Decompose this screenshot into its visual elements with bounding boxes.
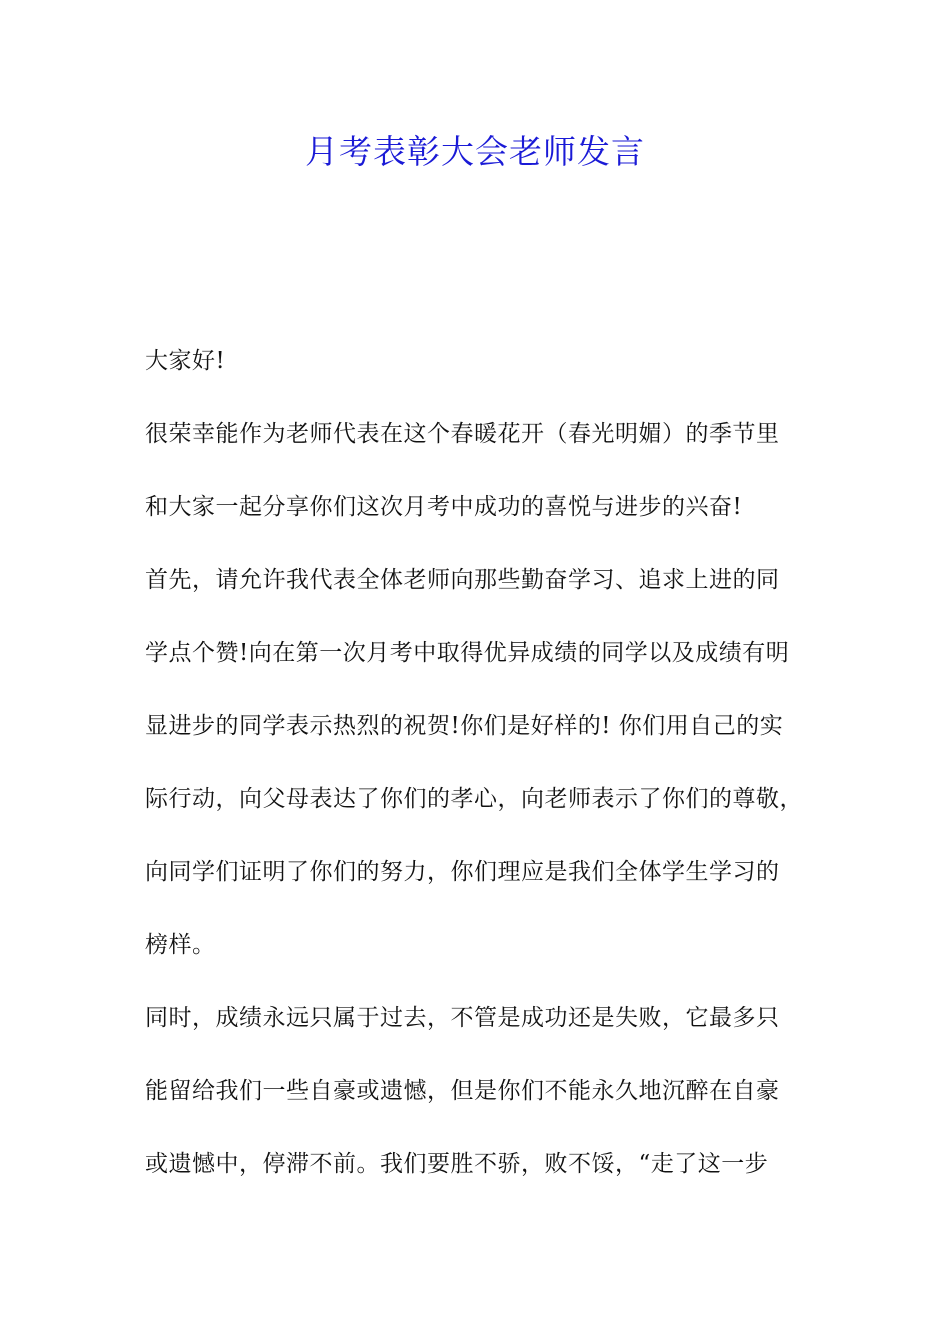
paragraph-line: 很荣幸能作为老师代表在这个春暖花开（春光明媚）的季节里 <box>145 421 780 447</box>
paragraph-line: 或遗憾中，停滞不前。我们要胜不骄，败不馁，“走了这一步 <box>145 1151 769 1177</box>
document-title: 月考表彰大会老师发言 <box>305 132 645 171</box>
paragraph-line: 榜样。 <box>145 932 216 958</box>
paragraph-line: 和大家一起分享你们这次月考中成功的喜悦与进步的兴奋! <box>145 494 743 520</box>
paragraph-line: 际行动，向父母表达了你们的孝心，向老师表示了你们的尊敬， <box>145 786 803 812</box>
paragraph-line: 能留给我们一些自豪或遗憾，但是你们不能永久地沉醉在自豪 <box>145 1078 780 1104</box>
paragraph-line: 显进步的同学表示热烈的祝贺!你们是好样的! 你们用自己的实 <box>145 713 784 739</box>
paragraph-line: 同时，成绩永远只属于过去，不管是成功还是失败，它最多只 <box>145 1005 780 1031</box>
document-body <box>145 340 815 1216</box>
paragraph-line: 学点个赞!向在第一次月考中取得优异成绩的同学以及成绩有明 <box>145 640 790 666</box>
paragraph-line: 首先，请允许我代表全体老师向那些勤奋学习、追求上进的同 <box>145 567 780 593</box>
paragraph-line: 向同学们证明了你们的努力，你们理应是我们全体学生学习的 <box>145 859 780 885</box>
paragraph-line: 大家好! <box>145 348 226 374</box>
